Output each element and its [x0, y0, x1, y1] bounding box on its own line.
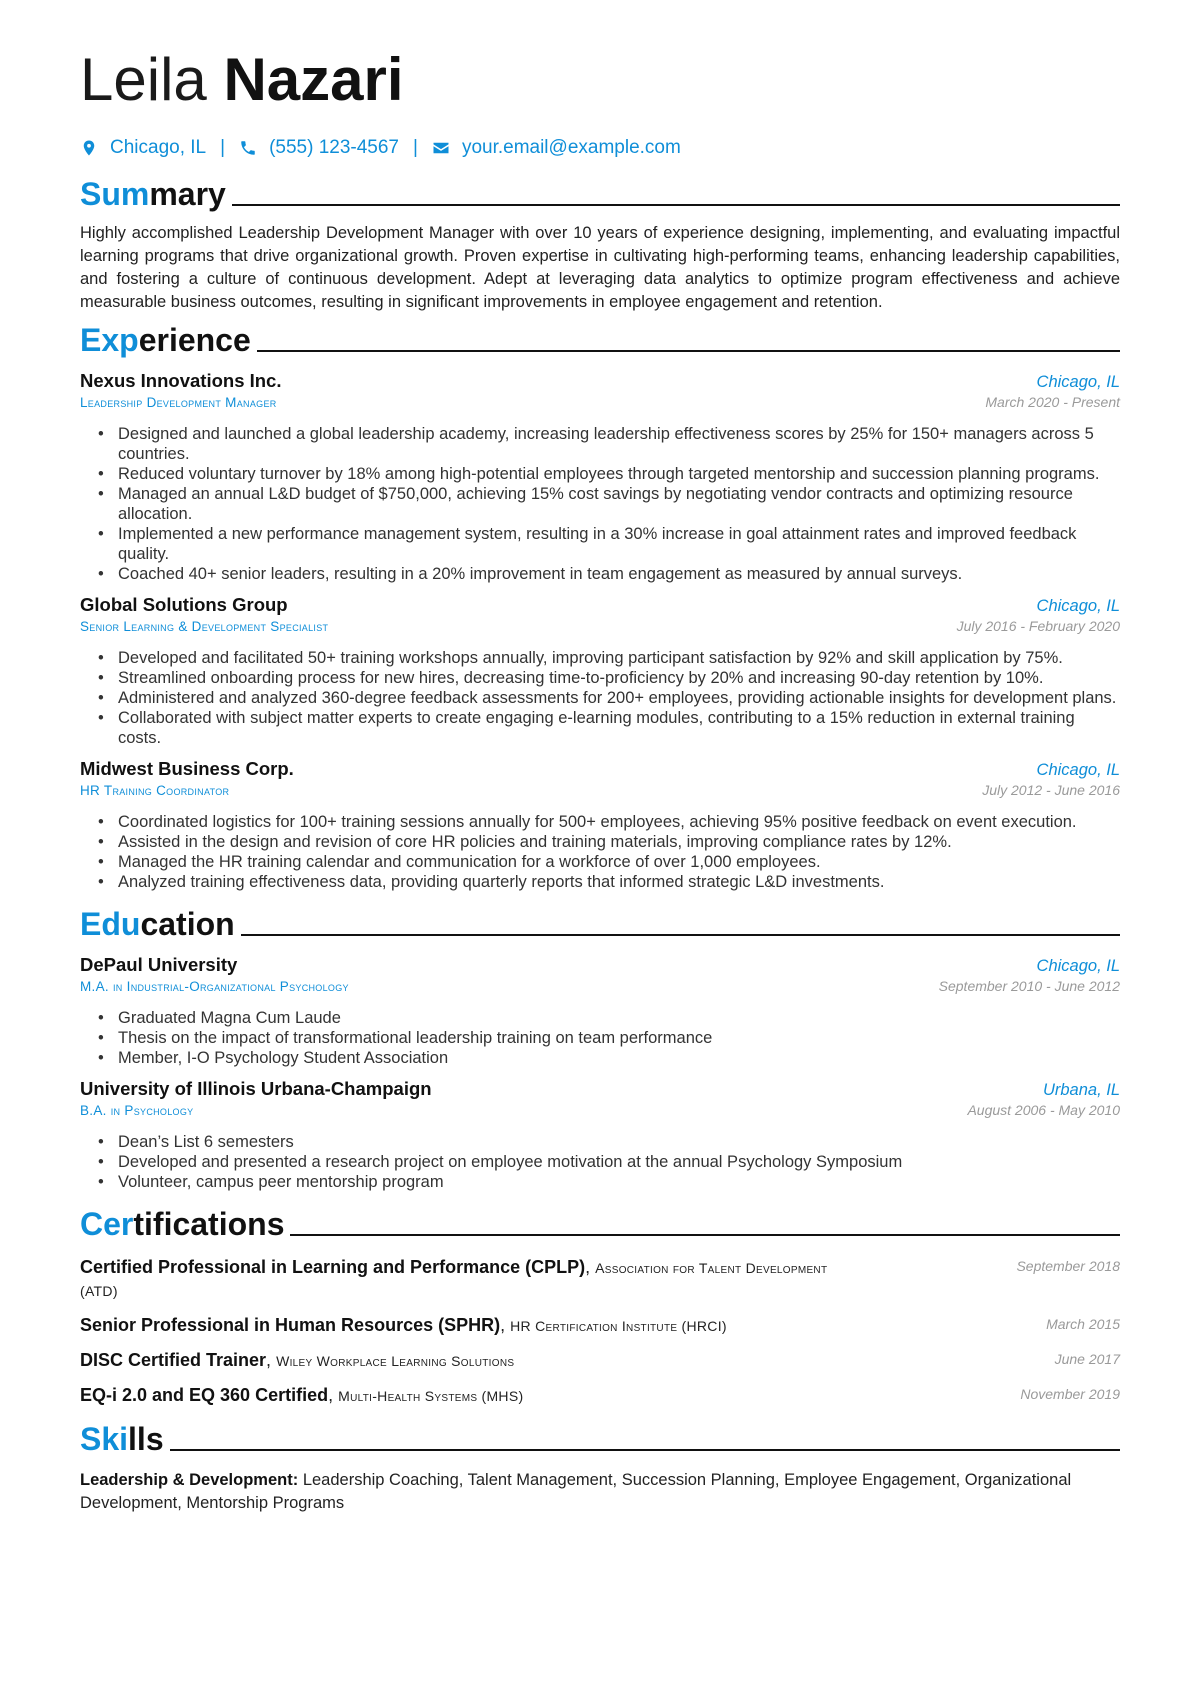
candidate-name [80, 40, 1120, 120]
certification-text [80, 1349, 860, 1372]
location-text: Chicago, IL [110, 137, 207, 158]
contact-line [80, 128, 1120, 168]
phone-icon [239, 139, 257, 157]
phone-text: (555) 123-4567 [269, 137, 399, 158]
certification-list [80, 1256, 1120, 1407]
skills-items: Leadership Coaching, Talent Management, Succession Planning, Employee Engagement, Organizational Development, Mentorship Programs [80, 1471, 1072, 1512]
contact-email[interactable] [432, 137, 681, 159]
certification-issuer: Multi-Health Systems (MHS) [338, 1388, 524, 1404]
skills-list [80, 1469, 1120, 1515]
certification-date: March 2015 [1046, 1316, 1120, 1332]
bullet-item: • Coached 40+ senior leaders, resulting in a 20% improvement in team engagement as measured by annual surveys. [98, 564, 1120, 584]
bullet-item: • Collaborated with subject matter experts to create engaging e-learning modules, contributing to a 15% reduction in external training costs. [98, 708, 1120, 748]
certification-issuer: Association for Talent Development (ATD) [80, 1260, 828, 1299]
bullet-list [80, 1132, 1120, 1192]
entry-subheader [80, 978, 1120, 994]
entry-header [80, 594, 1120, 616]
bullet-item: • Dean’s List 6 semesters [98, 1132, 1120, 1152]
entry-header [80, 954, 1120, 976]
entry-location: Chicago, IL [1036, 597, 1120, 615]
certification-name: Senior Professional in Human Resources (SPHR) [80, 1315, 501, 1335]
certification-item [80, 1384, 1120, 1407]
bullet-item: • Thesis on the impact of transformational leadership training on team performance [98, 1028, 1120, 1048]
organization-name: DePaul University [80, 954, 238, 975]
entry-subheader [80, 1102, 1120, 1118]
entry-subheader [80, 618, 1120, 634]
experience-list [80, 370, 1120, 892]
certification-item [80, 1314, 1120, 1337]
bullet-item: • Analyzed training effectiveness data, providing quarterly reports that informed strategic L&D investments. [98, 872, 1120, 892]
last-name: Nazari [223, 46, 404, 113]
experience-entry [80, 594, 1120, 748]
certification-issuer: HR Certification Institute (HRCI) [510, 1318, 727, 1334]
experience-entry [80, 370, 1120, 584]
bullet-item: • Developed and facilitated 50+ training workshops annually, improving participant satisfaction by 92% and skill application by 75%. [98, 648, 1120, 668]
bullet-item: • Implemented a new performance management system, resulting in a 30% increase in goal attainment rates and improved feedback quality. [98, 524, 1120, 564]
certification-name: EQ-i 2.0 and EQ 360 Certified [80, 1385, 329, 1405]
certification-text [80, 1314, 860, 1337]
bullet-list [80, 1008, 1120, 1068]
entry-location: Chicago, IL [1036, 957, 1120, 975]
resume-page [80, 40, 1120, 1532]
entry-role: Senior Learning & Development Specialist [80, 619, 329, 634]
certification-date: June 2017 [1054, 1351, 1120, 1367]
contact-separator: | [413, 137, 418, 158]
section-heading-certifications: Certifications [80, 1204, 1120, 1244]
certification-comma: , [328, 1385, 339, 1405]
envelope-icon [432, 139, 450, 157]
map-pin-icon [80, 139, 98, 157]
entry-role: M.A. in Industrial-Organizational Psychology [80, 979, 349, 994]
education-entry [80, 954, 1120, 1068]
bullet-list [80, 812, 1120, 892]
certification-comma: , [500, 1315, 511, 1335]
organization-name: Global Solutions Group [80, 594, 288, 615]
certification-text [80, 1256, 860, 1302]
entry-dates: September 2010 - June 2012 [938, 978, 1120, 994]
entry-dates: July 2012 - June 2016 [982, 782, 1120, 798]
certification-comma: , [266, 1350, 277, 1370]
section-heading-education: Education [80, 904, 1120, 944]
entry-subheader [80, 782, 1120, 798]
certification-date: September 2018 [1016, 1258, 1120, 1274]
section-rule [241, 934, 1120, 936]
section-rule [170, 1449, 1120, 1451]
contact-separator: | [220, 137, 226, 158]
contact-location [80, 137, 206, 159]
section-heading-skills: Skills [80, 1419, 1120, 1459]
bullet-item: • Administered and analyzed 360-degree feedback assessments for 200+ employees, providing actionable insights for development plans. [98, 688, 1120, 708]
certification-comma: , [585, 1257, 596, 1277]
first-name: Leila [80, 46, 207, 113]
entry-role: Leadership Development Manager [80, 395, 277, 410]
bullet-item: • Managed the HR training calendar and communication for a workforce of over 1,000 employees. [98, 852, 1120, 872]
bullet-item: • Managed an annual L&D budget of $750,000, achieving 15% cost savings by negotiating vendor contracts and optimizing resource allocation. [98, 484, 1120, 524]
summary-text: Highly accomplished Leadership Development Manager with over 10 years of experience designing, implementing, and evaluating impactful learning programs that drive organizational growth. Proven expertise in cultivating high-performing teams, enhancing leadership capabilities, and fostering a culture of continuous development. Adept at leveraging data analytics to optimize program effectiveness and achieve measurable business outcomes, resulting in significant improvements in employee engagement and retention. [80, 224, 1120, 311]
bullet-item: • Graduated Magna Cum Laude [98, 1008, 1120, 1028]
contact-phone[interactable] [239, 137, 399, 159]
entry-dates: August 2006 - May 2010 [967, 1102, 1120, 1118]
certification-item [80, 1256, 1120, 1302]
section-rule [290, 1234, 1120, 1236]
certification-item [80, 1349, 1120, 1372]
organization-name: Midwest Business Corp. [80, 758, 294, 779]
bullet-item: • Assisted in the design and revision of core HR policies and training materials, improving compliance rates by 12%. [98, 832, 1120, 852]
section-heading-summary: Summary [80, 174, 1120, 214]
bullet-item: • Streamlined onboarding process for new hires, decreasing time-to-proficiency by 20% and increasing 90-day retention by 10%. [98, 668, 1120, 688]
entry-location: Chicago, IL [1036, 761, 1120, 779]
bullet-item: • Member, I-O Psychology Student Association [98, 1048, 1120, 1068]
skills-category: Leadership & Development: [80, 1471, 299, 1489]
bullet-item: • Volunteer, campus peer mentorship program [98, 1172, 1120, 1192]
entry-header [80, 758, 1120, 780]
email-link: your.email@example.com [461, 137, 681, 158]
organization-name: University of Illinois Urbana-Champaign [80, 1078, 432, 1099]
entry-role: B.A. in Psychology [80, 1103, 194, 1118]
bullet-list [80, 424, 1120, 584]
entry-dates: July 2016 - February 2020 [956, 618, 1120, 634]
certification-issuer: Wiley Workplace Learning Solutions [276, 1353, 515, 1369]
certification-text [80, 1384, 860, 1407]
entry-header [80, 370, 1120, 392]
section-heading-experience: Experience [80, 320, 1120, 360]
entry-role: HR Training Coordinator [80, 783, 230, 798]
entry-dates: March 2020 - Present [985, 394, 1120, 410]
organization-name: Nexus Innovations Inc. [80, 370, 282, 391]
section-rule [257, 350, 1120, 352]
bullet-item: • Reduced voluntary turnover by 18% among high-potential employees through targeted mentorship and succession planning programs. [98, 464, 1120, 484]
bullet-item: • Developed and presented a research project on employee motivation at the annual Psychology Symposium [98, 1152, 1120, 1172]
bullet-item: • Designed and launched a global leadership academy, increasing leadership effectiveness scores by 25% for 150+ managers across 5 countries. [98, 424, 1120, 464]
certification-name: Certified Professional in Learning and Performance (CPLP) [80, 1257, 586, 1277]
section-rule [232, 204, 1120, 206]
bullet-item: • Coordinated logistics for 100+ training sessions annually for 500+ employees, achieving 95% positive feedback on event execution. [98, 812, 1120, 832]
education-entry [80, 1078, 1120, 1192]
bullet-list [80, 648, 1120, 748]
education-list [80, 954, 1120, 1192]
certification-date: November 2019 [1020, 1386, 1120, 1402]
entry-header [80, 1078, 1120, 1100]
skills-row [80, 1469, 1120, 1515]
entry-location: Urbana, IL [1042, 1081, 1120, 1099]
entry-location: Chicago, IL [1036, 373, 1120, 391]
certification-name: DISC Certified Trainer [80, 1350, 267, 1370]
entry-subheader [80, 394, 1120, 410]
experience-entry [80, 758, 1120, 892]
